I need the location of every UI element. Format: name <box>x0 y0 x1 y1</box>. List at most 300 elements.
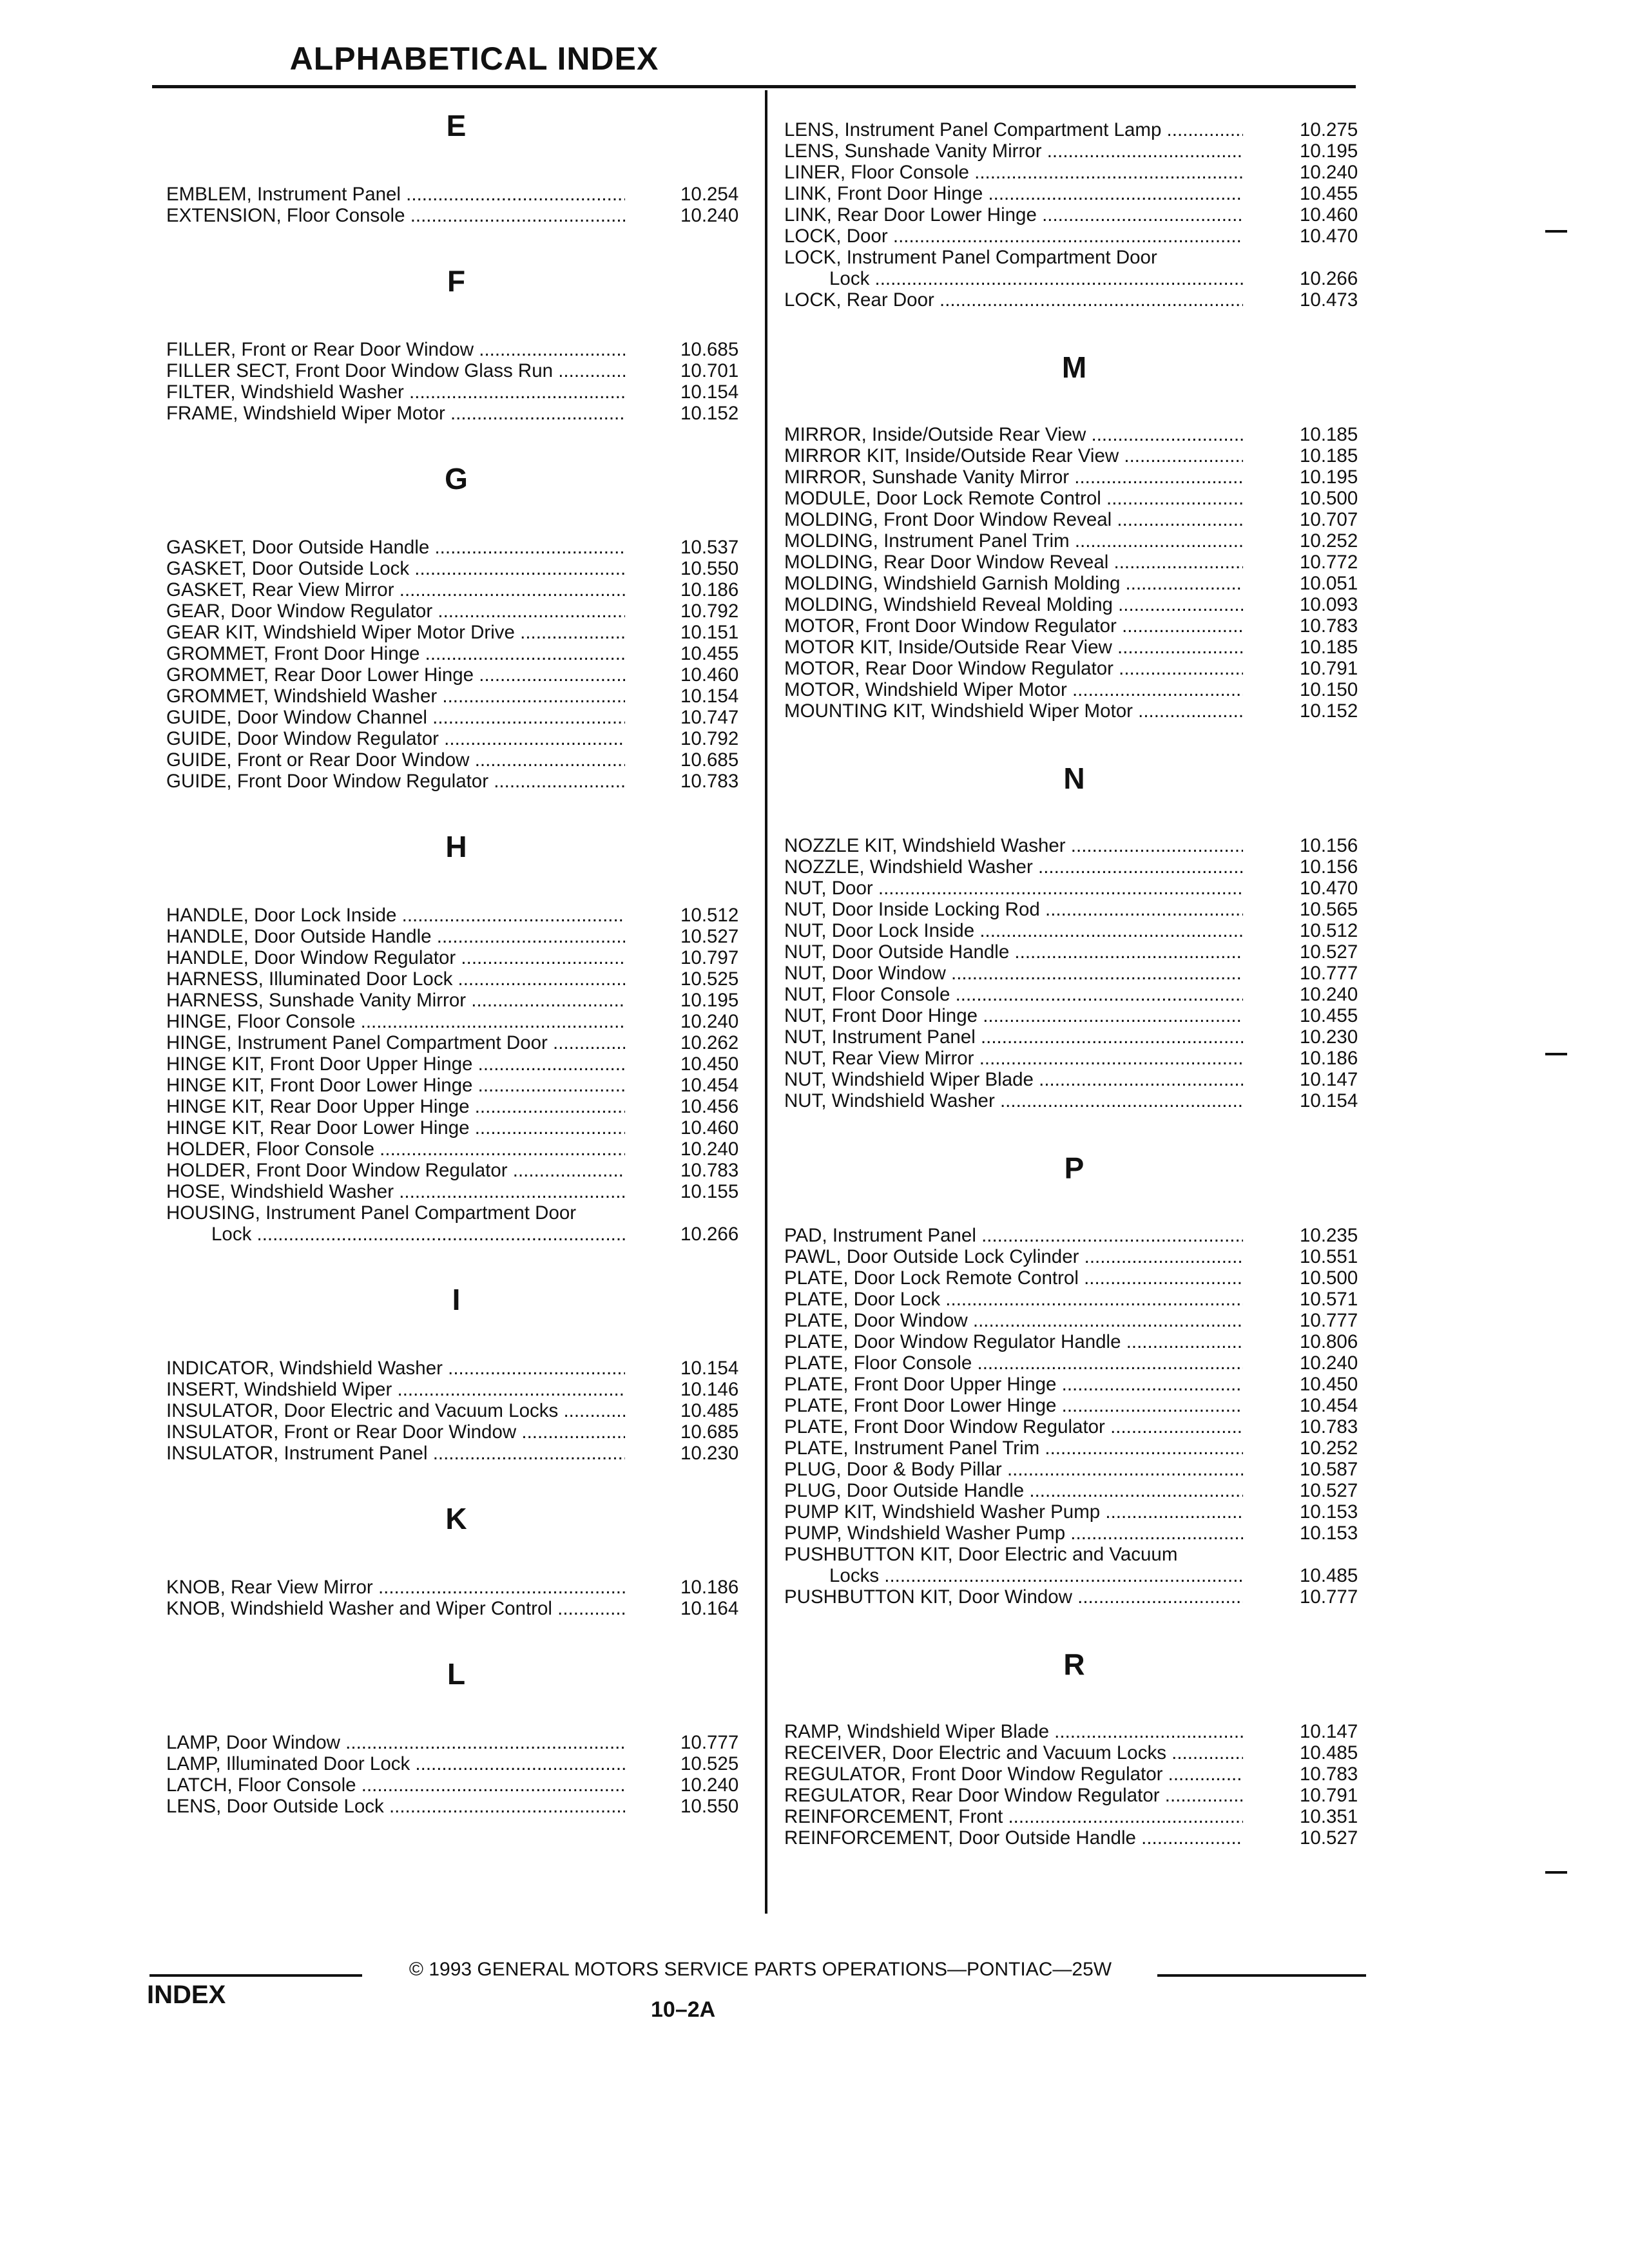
index-entry <box>784 488 1364 509</box>
entry-name: GUIDE, Door Window Channel ..... <box>166 707 625 728</box>
entry-page-ref: 10.186 <box>1300 1048 1358 1069</box>
entry-page-ref: 10.783 <box>680 771 739 792</box>
entry-name: GROMMET, Rear Door Lower Hinge ..... <box>166 664 625 686</box>
entry-page-ref: 10.230 <box>1300 1026 1358 1048</box>
entry-name: PUSHBUTTON KIT, Door Electric and Vacuum <box>784 1544 1178 1565</box>
index-entry <box>784 615 1364 637</box>
entry-name: LENS, Door Outside Lock ..... <box>166 1796 625 1817</box>
entry-name: MOLDING, Rear Door Window Reveal ..... <box>784 552 1243 573</box>
entry-name: MOTOR KIT, Inside/Outside Rear View ..... <box>784 637 1243 658</box>
header-rule <box>152 85 1356 88</box>
entry-name: KNOB, Windshield Washer and Wiper Control ..... <box>166 1598 625 1619</box>
index-entry <box>784 552 1364 573</box>
index-entry <box>166 1139 746 1160</box>
section-letter: L <box>447 1657 466 1691</box>
entry-name: MOTOR, Windshield Wiper Motor ..... <box>784 679 1243 700</box>
entry-name: HOUSING, Instrument Panel Compartment Door <box>166 1202 577 1224</box>
index-entry <box>784 658 1364 679</box>
entry-name: PAD, Instrument Panel ..... <box>784 1225 1243 1246</box>
index-entry <box>784 573 1364 594</box>
index-entry <box>166 1774 746 1796</box>
entry-name: INSULATOR, Instrument Panel ..... <box>166 1443 625 1464</box>
entry-page-ref: 10.485 <box>680 1400 739 1421</box>
entry-page-ref: 10.240 <box>1300 984 1358 1005</box>
index-entry <box>166 664 746 686</box>
section-letter: G <box>445 462 468 495</box>
entry-name: PAWL, Door Outside Lock Cylinder ..... <box>784 1246 1243 1267</box>
entry-name: HOLDER, Floor Console ..... <box>166 1139 625 1160</box>
entry-page-ref: 10.254 <box>680 184 739 205</box>
index-section <box>784 119 1364 311</box>
entry-name: PUMP KIT, Windshield Washer Pump ..... <box>784 1501 1243 1523</box>
entry-page-ref: 10.195 <box>680 990 739 1011</box>
index-entry <box>784 1565 1364 1586</box>
entry-page-ref: 10.454 <box>1300 1395 1358 1416</box>
entry-page-ref: 10.450 <box>1300 1374 1358 1395</box>
index-section <box>166 459 746 792</box>
entry-name: HANDLE, Door Outside Handle ..... <box>166 926 625 947</box>
entry-page-ref: 10.150 <box>1300 679 1358 700</box>
index-entry <box>166 537 746 558</box>
entry-page-ref: 10.151 <box>680 622 739 643</box>
entry-page-ref: 10.093 <box>1300 594 1358 615</box>
entry-page-ref: 10.460 <box>680 1117 739 1139</box>
entry-name: NOZZLE, Windshield Washer ..... <box>784 856 1243 878</box>
entry-page-ref: 10.240 <box>680 1139 739 1160</box>
index-entry <box>784 941 1364 963</box>
entry-name: NUT, Windshield Washer ..... <box>784 1090 1243 1111</box>
entry-name: GASKET, Rear View Mirror ..... <box>166 579 625 601</box>
entry-page-ref: 10.153 <box>1300 1501 1358 1523</box>
index-entry <box>166 968 746 990</box>
index-entry <box>166 1224 746 1245</box>
index-entry <box>166 947 746 968</box>
entry-name: LOCK, Instrument Panel Compartment Door <box>784 247 1157 268</box>
index-entry <box>784 1246 1364 1267</box>
index-entry <box>166 184 746 205</box>
index-entry <box>784 162 1364 183</box>
margin-mark <box>1545 230 1567 233</box>
margin-mark <box>1545 1871 1567 1874</box>
entry-name: PLATE, Door Window Regulator Handle ..... <box>784 1331 1243 1352</box>
entry-page-ref: 10.152 <box>1300 700 1358 722</box>
index-entry <box>166 990 746 1011</box>
index-entry <box>166 1577 746 1598</box>
index-entry <box>784 835 1364 856</box>
index-entry <box>166 1400 746 1421</box>
entry-name: HARNESS, Sunshade Vanity Mirror ..... <box>166 990 625 1011</box>
index-entry <box>166 339 746 360</box>
section-letter: H <box>445 830 467 863</box>
entry-page-ref: 10.195 <box>1300 140 1358 162</box>
page-title: ALPHABETICAL INDEX <box>289 41 659 77</box>
entry-name: PLATE, Floor Console ..... <box>784 1352 1243 1374</box>
entry-page-ref: 10.571 <box>1300 1289 1358 1310</box>
index-entry <box>784 1806 1364 1827</box>
entry-page-ref: 10.262 <box>680 1032 739 1053</box>
index-entry <box>784 509 1364 530</box>
entry-page-ref: 10.240 <box>680 1774 739 1796</box>
entry-name: FILLER, Front or Rear Door Window ..... <box>166 339 625 360</box>
entry-name: MOLDING, Instrument Panel Trim ..... <box>784 530 1243 552</box>
entry-page-ref: 10.154 <box>680 381 739 403</box>
entry-page-ref: 10.783 <box>1300 1416 1358 1437</box>
entry-page-ref: 10.164 <box>680 1598 739 1619</box>
index-entry <box>166 558 746 579</box>
entry-name: MIRROR, Sunshade Vanity Mirror ..... <box>784 466 1243 488</box>
index-entry <box>784 1090 1364 1111</box>
entry-page-ref: 10.186 <box>680 1577 739 1598</box>
entry-name: HINGE KIT, Front Door Lower Hinge ..... <box>166 1075 625 1096</box>
index-entry <box>166 1075 746 1096</box>
entry-page-ref: 10.527 <box>680 926 739 947</box>
entry-name: MOTOR, Front Door Window Regulator ..... <box>784 615 1243 637</box>
entry-page-ref: 10.791 <box>1300 1785 1358 1806</box>
entry-name: FRAME, Windshield Wiper Motor ..... <box>166 403 625 424</box>
entry-page-ref: 10.525 <box>680 1753 739 1774</box>
entry-page-ref: 10.685 <box>680 1421 739 1443</box>
index-entry <box>784 119 1364 140</box>
entry-page-ref: 10.240 <box>680 1011 739 1032</box>
index-entry <box>784 183 1364 204</box>
entry-name: LINK, Rear Door Lower Hinge ..... <box>784 204 1243 226</box>
entry-page-ref: 10.772 <box>1300 552 1358 573</box>
index-entry <box>784 140 1364 162</box>
section-letter: K <box>445 1502 467 1535</box>
footer-rule-right <box>1157 1974 1366 1977</box>
entry-page-ref: 10.685 <box>680 339 739 360</box>
entry-name: HINGE KIT, Rear Door Upper Hinge ..... <box>166 1096 625 1117</box>
entry-name: HINGE, Floor Console ..... <box>166 1011 625 1032</box>
index-entry <box>784 1416 1364 1437</box>
index-entry <box>784 963 1364 984</box>
entry-page-ref: 10.797 <box>680 947 739 968</box>
entry-page-ref: 10.455 <box>1300 183 1358 204</box>
entry-page-ref: 10.195 <box>1300 466 1358 488</box>
entry-page-ref: 10.147 <box>1300 1721 1358 1742</box>
entry-name: HOSE, Windshield Washer ..... <box>166 1181 625 1202</box>
entry-name: NUT, Door ..... <box>784 878 1243 899</box>
copyright-footer: © 1993 GENERAL MOTORS SERVICE PARTS OPERATIONS—PONTIAC—25W <box>409 1959 1112 1980</box>
section-letter: R <box>1063 1648 1085 1681</box>
index-section <box>166 1499 746 1619</box>
index-entry <box>784 1026 1364 1048</box>
entry-page-ref: 10.701 <box>680 360 739 381</box>
entry-name: NUT, Rear View Mirror ..... <box>784 1048 1243 1069</box>
index-entry <box>166 686 746 707</box>
entry-page-ref: 10.685 <box>680 749 739 771</box>
index-entry <box>166 1358 746 1379</box>
entry-name: PLATE, Door Lock ..... <box>784 1289 1243 1310</box>
entry-page-ref: 10.783 <box>1300 1763 1358 1785</box>
entry-page-ref: 10.230 <box>680 1443 739 1464</box>
entry-name: RECEIVER, Door Electric and Vacuum Locks ..... <box>784 1742 1243 1763</box>
entry-name: PUMP, Windshield Washer Pump ..... <box>784 1523 1243 1544</box>
entry-name: INSERT, Windshield Wiper ..... <box>166 1379 625 1400</box>
section-letter: M <box>1061 351 1087 384</box>
entry-name: MOTOR, Rear Door Window Regulator ..... <box>784 658 1243 679</box>
left-column <box>166 106 746 1817</box>
entry-name: GASKET, Door Outside Handle ..... <box>166 537 625 558</box>
entry-name: NUT, Door Lock Inside ..... <box>784 920 1243 941</box>
entry-page-ref: 10.460 <box>680 664 739 686</box>
entry-page-ref: 10.512 <box>680 905 739 926</box>
entry-page-ref: 10.587 <box>1300 1459 1358 1480</box>
index-entry <box>784 424 1364 445</box>
index-entry <box>166 360 746 381</box>
index-entry <box>166 579 746 601</box>
index-entry <box>784 899 1364 920</box>
entry-page-ref: 10.266 <box>1300 268 1358 289</box>
entry-name: EMBLEM, Instrument Panel ..... <box>166 184 625 205</box>
entry-page-ref: 10.537 <box>680 537 739 558</box>
index-entry <box>166 728 746 749</box>
entry-name: EXTENSION, Floor Console ..... <box>166 205 625 226</box>
index-entry <box>166 1117 746 1139</box>
entry-name: NUT, Instrument Panel ..... <box>784 1026 1243 1048</box>
page-number: 10–2A <box>651 1997 716 2022</box>
entry-name: LENS, Sunshade Vanity Mirror ..... <box>784 140 1243 162</box>
entry-name: NUT, Front Door Hinge ..... <box>784 1005 1243 1026</box>
entry-name: LATCH, Floor Console ..... <box>166 1774 625 1796</box>
index-entry <box>784 1310 1364 1331</box>
entry-page-ref: 10.252 <box>1300 530 1358 552</box>
entry-name: PLUG, Door & Body Pillar ..... <box>784 1459 1243 1480</box>
index-section <box>784 1149 1364 1608</box>
entry-page-ref: 10.485 <box>1300 1742 1358 1763</box>
entry-page-ref: 10.154 <box>1300 1090 1358 1111</box>
index-entry <box>784 1352 1364 1374</box>
entry-name: GUIDE, Door Window Regulator ..... <box>166 728 625 749</box>
entry-page-ref: 10.527 <box>1300 941 1358 963</box>
index-entry <box>784 920 1364 941</box>
entry-page-ref: 10.185 <box>1300 637 1358 658</box>
entry-page-ref: 10.460 <box>1300 204 1358 226</box>
entry-name: LINK, Front Door Hinge ..... <box>784 183 1243 204</box>
entry-name: NOZZLE KIT, Windshield Washer ..... <box>784 835 1243 856</box>
entry-name: PUSHBUTTON KIT, Door Window ..... <box>784 1586 1243 1608</box>
entry-page-ref: 10.240 <box>1300 162 1358 183</box>
entry-page-ref: 10.266 <box>680 1224 739 1245</box>
entry-page-ref: 10.777 <box>1300 963 1358 984</box>
index-entry <box>166 926 746 947</box>
entry-name: MOLDING, Windshield Reveal Molding ..... <box>784 594 1243 615</box>
entry-page-ref: 10.500 <box>1300 488 1358 509</box>
entry-name: HANDLE, Door Window Regulator ..... <box>166 947 625 968</box>
entry-page-ref: 10.747 <box>680 707 739 728</box>
entry-page-ref: 10.527 <box>1300 1827 1358 1849</box>
index-entry <box>784 1501 1364 1523</box>
index-entry <box>784 1544 1364 1565</box>
entry-name: HINGE KIT, Front Door Upper Hinge ..... <box>166 1053 625 1075</box>
entry-name: MIRROR, Inside/Outside Rear View ..... <box>784 424 1243 445</box>
entry-page-ref: 10.455 <box>1300 1005 1358 1026</box>
entry-page-ref: 10.185 <box>1300 445 1358 466</box>
footer-rule-left <box>149 1974 362 1977</box>
entry-name: INSULATOR, Front or Rear Door Window ..... <box>166 1421 625 1443</box>
margin-mark <box>1545 1053 1567 1055</box>
index-entry <box>784 1069 1364 1090</box>
entry-page-ref: 10.454 <box>680 1075 739 1096</box>
index-section <box>784 759 1364 1111</box>
index-section <box>166 827 746 1245</box>
index-entry <box>784 1331 1364 1352</box>
index-entry <box>784 1048 1364 1069</box>
index-entry <box>784 289 1364 311</box>
entry-name: HANDLE, Door Lock Inside ..... <box>166 905 625 926</box>
entry-page-ref: 10.473 <box>1300 289 1358 311</box>
index-entry <box>784 1480 1364 1501</box>
index-entry <box>784 1459 1364 1480</box>
entry-name: LAMP, Door Window ..... <box>166 1732 625 1753</box>
entry-page-ref: 10.525 <box>680 968 739 990</box>
column-divider <box>765 90 767 1914</box>
entry-name: FILLER SECT, Front Door Window Glass Run ..... <box>166 360 625 381</box>
entry-page-ref: 10.792 <box>680 601 739 622</box>
entry-name: RAMP, Windshield Wiper Blade ..... <box>784 1721 1243 1742</box>
entry-page-ref: 10.806 <box>1300 1331 1358 1352</box>
index-entry <box>784 878 1364 899</box>
entry-name: GEAR KIT, Windshield Wiper Motor Drive ..... <box>166 622 625 643</box>
entry-name: PLUG, Door Outside Handle ..... <box>784 1480 1243 1501</box>
entry-page-ref: 10.155 <box>680 1181 739 1202</box>
entry-page-ref: 10.252 <box>1300 1437 1358 1459</box>
entry-name: NUT, Windshield Wiper Blade ..... <box>784 1069 1243 1090</box>
index-entry <box>784 1763 1364 1785</box>
index-entry <box>784 445 1364 466</box>
index-entry <box>166 381 746 403</box>
entry-page-ref: 10.470 <box>1300 226 1358 247</box>
entry-name: MOUNTING KIT, Windshield Wiper Motor ..... <box>784 700 1243 722</box>
index-section <box>166 106 746 226</box>
entry-page-ref: 10.527 <box>1300 1480 1358 1501</box>
entry-name: INSULATOR, Door Electric and Vacuum Locks ..... <box>166 1400 625 1421</box>
index-entry <box>784 204 1364 226</box>
index-entry <box>784 466 1364 488</box>
index-entry <box>166 643 746 664</box>
entry-page-ref: 10.154 <box>680 1358 739 1379</box>
index-entry <box>784 1289 1364 1310</box>
entry-page-ref: 10.154 <box>680 686 739 707</box>
index-entry <box>784 1827 1364 1849</box>
index-entry <box>166 1443 746 1464</box>
entry-name: PLATE, Door Window ..... <box>784 1310 1243 1331</box>
entry-page-ref: 10.550 <box>680 558 739 579</box>
entry-name: Locks ..... <box>829 1565 1243 1586</box>
entry-page-ref: 10.153 <box>1300 1523 1358 1544</box>
entry-name: NUT, Door Outside Handle ..... <box>784 941 1243 963</box>
index-entry <box>784 1721 1364 1742</box>
index-entry <box>166 1096 746 1117</box>
section-letter: I <box>452 1283 461 1316</box>
index-entry <box>166 707 746 728</box>
entry-page-ref: 10.777 <box>1300 1310 1358 1331</box>
section-letter: F <box>447 264 466 298</box>
index-entry <box>784 637 1364 658</box>
entry-page-ref: 10.147 <box>1300 1069 1358 1090</box>
entry-page-ref: 10.512 <box>1300 920 1358 941</box>
entry-name: NUT, Door Inside Locking Rod ..... <box>784 899 1243 920</box>
index-section <box>784 1645 1364 1849</box>
entry-page-ref: 10.146 <box>680 1379 739 1400</box>
entry-name: MODULE, Door Lock Remote Control ..... <box>784 488 1243 509</box>
entry-page-ref: 10.186 <box>680 579 739 601</box>
index-entry <box>166 1732 746 1753</box>
index-entry <box>166 1796 746 1817</box>
index-entry <box>166 1181 746 1202</box>
entry-name: HOLDER, Front Door Window Regulator ..... <box>166 1160 625 1181</box>
entry-name: GUIDE, Front or Rear Door Window ..... <box>166 749 625 771</box>
entry-name: Lock ..... <box>829 268 1243 289</box>
index-section <box>784 348 1364 722</box>
entry-page-ref: 10.783 <box>680 1160 739 1181</box>
entry-name: MIRROR KIT, Inside/Outside Rear View ..... <box>784 445 1243 466</box>
entry-page-ref: 10.275 <box>1300 119 1358 140</box>
index-entry <box>784 1742 1364 1763</box>
entry-name: LOCK, Door ..... <box>784 226 1243 247</box>
index-entry <box>166 1379 746 1400</box>
entry-page-ref: 10.500 <box>1300 1267 1358 1289</box>
index-entry <box>166 1011 746 1032</box>
entry-page-ref: 10.351 <box>1300 1806 1358 1827</box>
index-entry <box>166 1032 746 1053</box>
entry-page-ref: 10.235 <box>1300 1225 1358 1246</box>
index-entry <box>784 856 1364 878</box>
index-entry <box>784 594 1364 615</box>
index-entry <box>784 700 1364 722</box>
section-letter: P <box>1064 1151 1084 1185</box>
entry-page-ref: 10.791 <box>1300 658 1358 679</box>
entry-name: HINGE, Instrument Panel Compartment Door ..... <box>166 1032 625 1053</box>
entry-page-ref: 10.470 <box>1300 878 1358 899</box>
entry-page-ref: 10.565 <box>1300 899 1358 920</box>
index-section <box>166 1655 746 1817</box>
entry-page-ref: 10.777 <box>1300 1586 1358 1608</box>
entry-page-ref: 10.240 <box>680 205 739 226</box>
entry-page-ref: 10.551 <box>1300 1246 1358 1267</box>
entry-page-ref: 10.152 <box>680 403 739 424</box>
entry-name: LINER, Floor Console ..... <box>784 162 1243 183</box>
entry-name: GEAR, Door Window Regulator ..... <box>166 601 625 622</box>
index-section <box>166 262 746 424</box>
entry-name: REGULATOR, Front Door Window Regulator ..... <box>784 1763 1243 1785</box>
index-entry <box>784 1395 1364 1416</box>
section-letter: E <box>446 109 467 142</box>
entry-page-ref: 10.485 <box>1300 1565 1358 1586</box>
entry-name: LENS, Instrument Panel Compartment Lamp ..... <box>784 119 1243 140</box>
entry-page-ref: 10.792 <box>680 728 739 749</box>
entry-name: REINFORCEMENT, Door Outside Handle ..... <box>784 1827 1243 1849</box>
entry-page-ref: 10.550 <box>680 1796 739 1817</box>
index-entry <box>784 1523 1364 1544</box>
entry-name: FILTER, Windshield Washer ..... <box>166 381 625 403</box>
entry-name: GASKET, Door Outside Lock ..... <box>166 558 625 579</box>
entry-name: Lock ..... <box>211 1224 625 1245</box>
entry-page-ref: 10.707 <box>1300 509 1358 530</box>
entry-page-ref: 10.240 <box>1300 1352 1358 1374</box>
entry-page-ref: 10.777 <box>680 1732 739 1753</box>
right-column <box>784 119 1364 1849</box>
index-entry <box>166 771 746 792</box>
entry-page-ref: 10.156 <box>1300 835 1358 856</box>
index-entry <box>784 247 1364 268</box>
entry-name: LOCK, Rear Door ..... <box>784 289 1243 311</box>
index-entry <box>166 1160 746 1181</box>
index-entry <box>784 984 1364 1005</box>
entry-name: GROMMET, Windshield Washer ..... <box>166 686 625 707</box>
entry-name: PLATE, Front Door Lower Hinge ..... <box>784 1395 1243 1416</box>
index-entry <box>166 622 746 643</box>
